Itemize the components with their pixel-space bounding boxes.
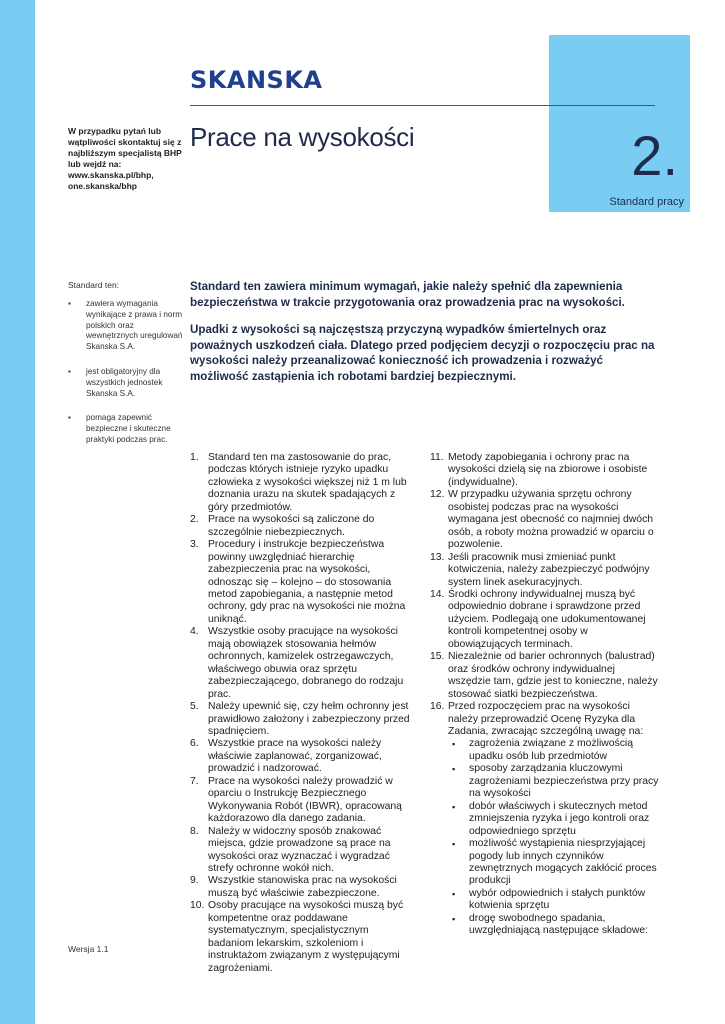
rule-text: Należy w widoczny sposób znakować miejsca, gdzie prowadzone są prace na wysokości oraz wyznaczać i wygradzać strefy ochronne wokół nich. xyxy=(208,825,391,874)
sub-item: ▪ dobór właściwych i skutecznych metod zmniejszenia ryzyka i jego kontroli oraz odpowiedniego sprzętu xyxy=(448,801,660,838)
rule-text: W przypadku używania sprzętu ochrony osobistej podczas prac na wysokości wymagana jest obecność co najmniej dwóch osób, a roboty można prowadzić w oparciu o pozwolenie. xyxy=(448,489,654,551)
rule-text: Osoby pracujące na wysokości muszą być kompetentne oraz poddawane systematycznym, specjalistycznym badaniom lekarskim, szkoleniom i instruktażom związanym z występującymi zagrożeniami. xyxy=(208,900,404,974)
sub-item: ▪ zagrożenia związane z możliwością upadku osób lub przedmiotów xyxy=(448,738,660,763)
sidebar-heading: Standard ten: xyxy=(68,280,120,290)
standard-type-label: Standard pracy xyxy=(609,196,684,208)
rule-item xyxy=(190,626,415,701)
sub-item: ▪ wybór odpowiednich i stałych punktów kotwienia sprzętu xyxy=(448,888,660,913)
rule-text: Niezależnie od barier ochronnych (balustrad) oraz środków ochrony indywidualnej wszędzie tam, gdzie jest to konieczne, należy stosować siatki bezpieczeństwa. xyxy=(448,651,658,700)
rule-item xyxy=(190,701,415,738)
left-accent-bar xyxy=(0,0,35,1024)
rule-number: 4. xyxy=(190,626,199,638)
rule-item xyxy=(430,589,660,651)
intro-paragraph: Standard ten zawiera minimum wymagań, jakie należy spełnić dla zapewnienia bezpieczeństwa w trakcie przygotowania oraz prowadzenia prac na wysokości. xyxy=(190,280,625,309)
rule-number: 13. xyxy=(430,551,445,563)
rule-number: 11. xyxy=(430,452,444,463)
sidebar-list xyxy=(68,299,183,460)
rules-column-left xyxy=(190,452,415,975)
rule-number: 14. xyxy=(430,588,445,600)
rule-text: Środki ochrony indywidualnej muszą być odpowiednio dobrane i sprawdzone przed użyciem. Podlegają one udokumentowanej kontroli kompetentnej osoby w obowiązujących terminach. xyxy=(448,588,646,650)
standard-number-box xyxy=(549,35,690,212)
rule-text: Należy upewnić się, czy hełm ochronny jest prawidłowo założony i zabezpieczony przed spadnięciem. xyxy=(208,701,410,737)
rule-text: Metody zapobiegania i ochrony prac na wysokości dzielą się na zbiorowe i osobiste (indywidualne). xyxy=(448,452,648,488)
rule-text: Wszystkie prace na wysokości należy właściwie zaplanować, zorganizować, prowadzić i nadzorować. xyxy=(208,738,382,775)
sidebar-item: ▪ zawiera wymagania wynikające z prawa i norm polskich oraz wewnętrznych uregulowań Skanska S.A. xyxy=(68,299,183,353)
rule-text: Przed rozpoczęciem prac na wysokości należy przeprowadzić Ocenę Ryzyka dla Zadania, zwracając szczególną uwagę na: xyxy=(448,701,644,737)
sub-item: ▪ drogę swobodnego spadania, uwzględniającą następujące składowe: xyxy=(448,913,660,938)
sidebar-item: ▪ jest obligatoryjny dla wszystkich jednostek Skanska S.A. xyxy=(68,367,183,399)
version-label: Wersja 1.1 xyxy=(68,944,109,954)
rule-number: 8. xyxy=(190,825,199,837)
intro-paragraph: Upadki z wysokości są najczęstszą przyczyną wypadków śmiertelnych oraz poważnych uszkodzeń ciała. Dlatego przed podjęciem decyzji o rozpoczęciu prac na wysokości należy przeanalizować konieczność ich prowadzenia i rozważyć możliwość zastąpienia ich robotami bardziej bezpiecznymi. xyxy=(190,323,655,383)
rule-number: 9. xyxy=(190,875,199,887)
rule-text: Wszystkie osoby pracujące na wysokości mają obowiązek stosowania hełmów ochronnych, kamizelek ostrzegawczych, właściwego obuwia oraz sprzętu zabezpieczającego, dobranego do rodzaju prac. xyxy=(208,626,404,700)
rule-item xyxy=(190,875,415,900)
rule-item xyxy=(430,489,660,551)
rule-text: Prace na wysokości należy prowadzić w oparciu o Instrukcję Bezpiecznego Wykonywania Robót (IBWR), opracowaną każdorazowo dla danego zadania. xyxy=(208,775,402,825)
rule-item xyxy=(190,514,415,539)
rule-number: 12. xyxy=(430,489,445,501)
rule-number: 1. xyxy=(190,452,199,463)
rule-number: 2. xyxy=(190,514,199,526)
rule-number: 5. xyxy=(190,701,199,713)
rule-item xyxy=(190,452,415,514)
rules-column-right xyxy=(430,452,660,938)
rule-text: Procedury i instrukcje bezpieczeństwa powinny uwzględniać hierarchię zabezpieczenia prac na wysokości, odnosząc się – kolejno – do stosowania metod zapobiegania, a następnie metod ochrony, gdy prac na wysokości nie można uniknąć. xyxy=(208,539,406,625)
rule-text: Prace na wysokości są zaliczone do szczególnie niebezpiecznych. xyxy=(208,514,375,538)
sub-item: ▪ sposoby zarządzania kluczowymi zagrożeniami bezpieczeństwa przy pracy na wysokości xyxy=(448,763,660,800)
rule-text: Wszystkie stanowiska prac na wysokości muszą być właściwie zabezpieczone. xyxy=(208,875,397,899)
rule-item xyxy=(430,701,660,938)
rule-number: 3. xyxy=(190,539,199,551)
contact-info: W przypadku pytań lub wątpliwości skontaktuj się z najbliższym specjalistą BHP lub wejdź na: www.skanska.pl/bhp, one.skanska/bhp xyxy=(68,126,182,191)
rule-number: 6. xyxy=(190,738,199,750)
rule-number: 10. xyxy=(190,900,205,912)
risk-assessment-sublist xyxy=(448,738,660,937)
skanska-logo: SKANSKA xyxy=(190,66,323,94)
page-title: Prace na wysokości xyxy=(190,122,415,152)
rule-text: Standard ten ma zastosowanie do prac, podczas których istnieje ryzyko upadku człowieka z wysokości większej niż 1 m lub doznania urazu na skutek spadających z góry przedmiotów. xyxy=(208,452,407,513)
rule-item xyxy=(430,452,660,489)
rule-text: Jeśli pracownik musi zmieniać punkt kotwiczenia, należy zabezpieczyć podwójny system linek asekuracyjnych. xyxy=(448,551,650,588)
rule-item xyxy=(190,539,415,626)
rule-item xyxy=(190,738,415,775)
standard-number: 2. xyxy=(631,124,678,187)
intro-text xyxy=(190,279,655,396)
rule-item xyxy=(430,552,660,589)
rule-item xyxy=(190,900,415,975)
rule-item xyxy=(190,826,415,876)
rule-number: 16. xyxy=(430,701,445,713)
rule-number: 7. xyxy=(190,775,199,787)
header-divider xyxy=(190,105,655,106)
sidebar-item: ▪ pomaga zapewnić bezpieczne i skuteczne praktyki podczas prac. xyxy=(68,413,183,445)
rule-number: 15. xyxy=(430,651,445,663)
sub-item: ▪ możliwość wystąpienia niesprzyjającej pogody lub innych czynników zewnętrznych mogących zakłócić proces produkcji xyxy=(448,838,660,888)
rule-item xyxy=(190,776,415,826)
rule-item xyxy=(430,651,660,701)
